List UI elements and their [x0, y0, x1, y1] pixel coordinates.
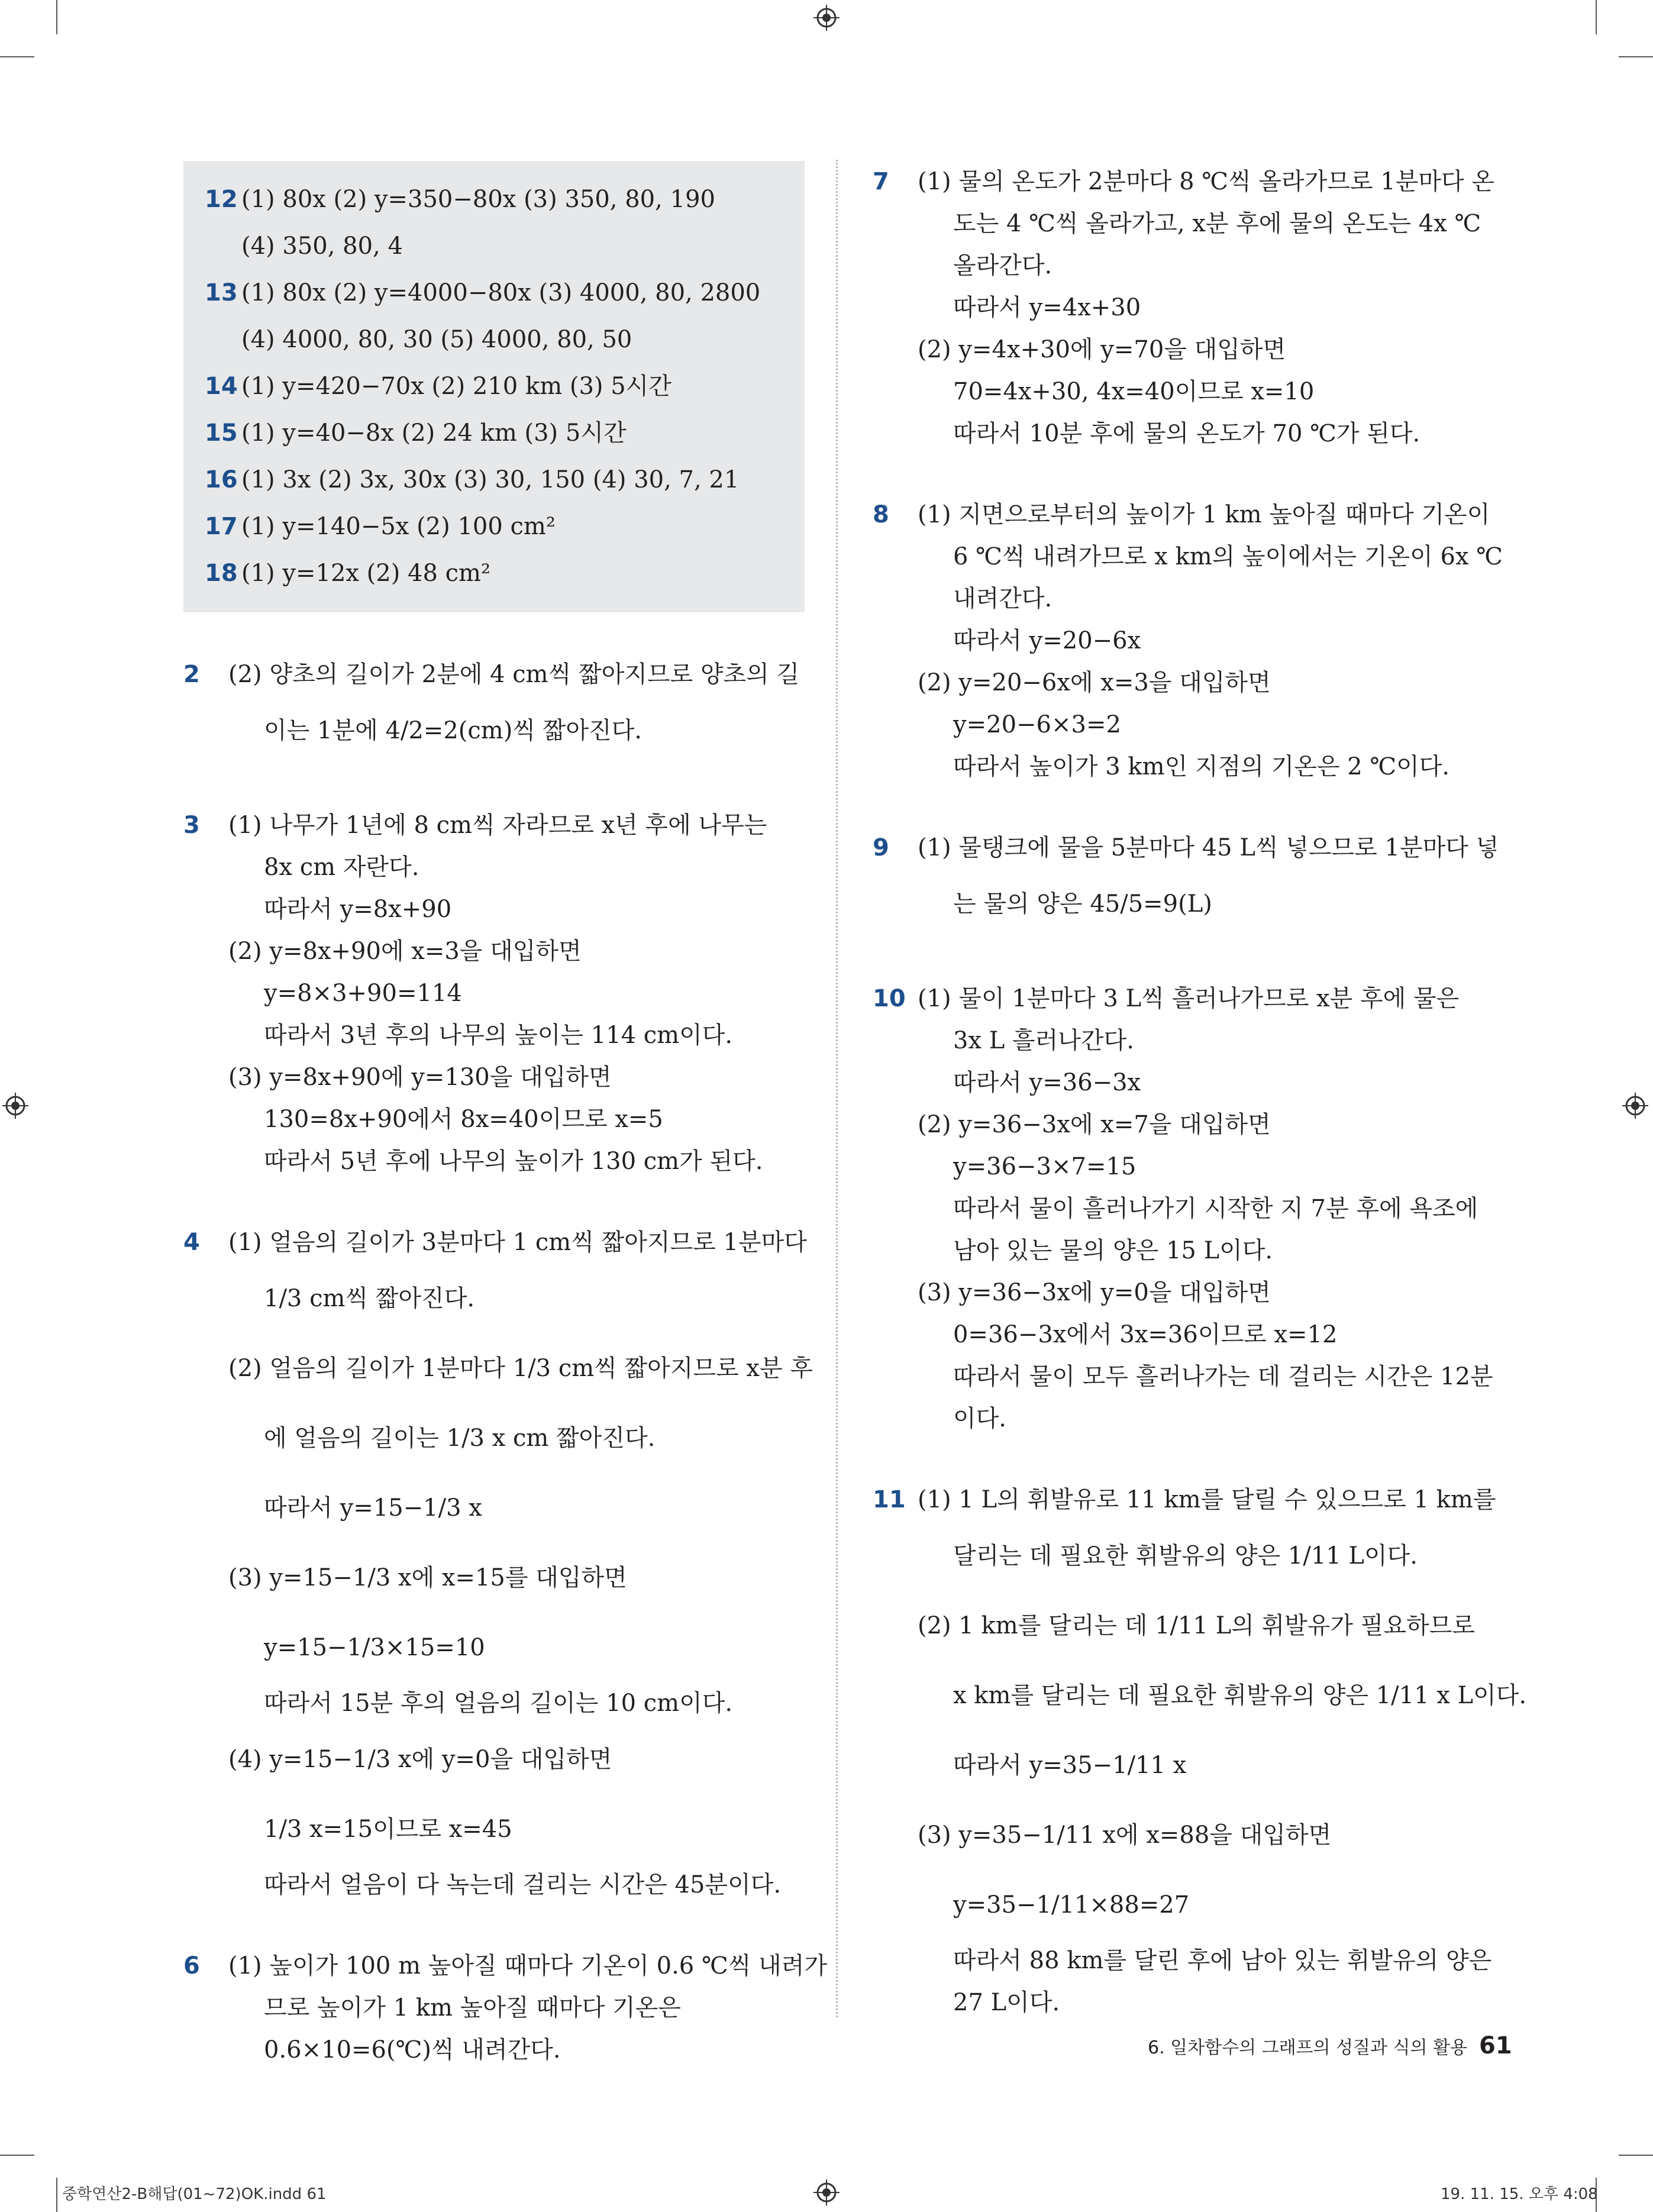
- solution-line: 따라서 y=35−1/11 x: [953, 1752, 1187, 1779]
- solution-line: (1) 물의 온도가 2분마다 8 ℃씩 올라가므로 1분마다 온: [918, 168, 1494, 195]
- answer-text: (4) 350, 80, 4: [241, 232, 403, 260]
- solution-line: 따라서 얼음이 다 녹는데 걸리는 시간은 45분이다.: [264, 1871, 782, 1898]
- column-divider: [836, 160, 838, 2017]
- solution-line: 도는 4 ℃씩 올라가고, x분 후에 물의 온도는 4x ℃: [953, 210, 1481, 237]
- solution-line: 8x cm 자란다.: [264, 854, 419, 881]
- solution-line: (2) 1 km를 달리는 데 1/11 L의 휘발유가 필요하므로: [918, 1612, 1475, 1639]
- answer-text: (1) 3x (2) 3x, 30x (3) 30, 150 (4) 30, 7, 21: [241, 466, 740, 493]
- problem-block: [183, 805, 805, 1183]
- section-title: 6. 일차함수의 그래프의 성질과 식의 활용: [1148, 2037, 1467, 2058]
- problem-number: 7: [873, 168, 889, 195]
- solution-line: x km를 달리는 데 필요한 휘발유의 양은 1/11 x L이다.: [953, 1682, 1527, 1709]
- problem-number: 4: [183, 1229, 200, 1256]
- problem-block: [873, 161, 1494, 455]
- right-problem-list: [873, 161, 1527, 2024]
- slug-file: 중학연산2-B해답(01~72)OK.indd 61: [62, 2185, 327, 2203]
- solution-line: 따라서 88 km를 달린 후에 남아 있는 휘발유의 양은: [953, 1947, 1492, 1974]
- solution-line: (2) y=36−3x에 x=7을 대입하면: [918, 1111, 1271, 1138]
- solution-line: 따라서 y=8x+90: [264, 896, 452, 923]
- answer-line: [205, 410, 805, 457]
- solution-line: (1) 물탱크에 물을 5분마다 45 L씩 넣으므로 1분마다 넣: [918, 834, 1499, 861]
- solution-line: 27 L이다.: [953, 1989, 1060, 2016]
- page-footer: [1148, 2032, 1512, 2059]
- solution-line: 따라서 높이가 3 km인 지점의 기온은 2 ℃이다.: [953, 753, 1450, 780]
- solution-line: 130=8x+90에서 8x=40이므로 x=5: [264, 1106, 663, 1133]
- solution-line: 1/3 cm씩 짧아진다.: [264, 1285, 475, 1312]
- problem-number: 8: [873, 501, 889, 528]
- solution-line: 남아 있는 물의 양은 15 L이다.: [953, 1237, 1273, 1264]
- solution-line: (4) y=15−1/3 x에 y=0을 대입하면: [228, 1746, 612, 1773]
- crop-mark: [1596, 0, 1597, 34]
- solution-line: (2) y=8x+90에 x=3을 대입하면: [228, 938, 582, 965]
- solution-line: 내려간다.: [953, 585, 1053, 612]
- problem-number: 9: [873, 834, 889, 861]
- solution-line: y=20−6×3=2: [953, 711, 1121, 738]
- answer-line: [205, 223, 805, 270]
- problem-block: [873, 827, 1499, 939]
- solution-line: 따라서 10분 후에 물의 온도가 70 ℃가 된다.: [953, 420, 1420, 447]
- problem-block: [183, 654, 805, 766]
- registration-mark-icon: [2, 1093, 28, 1119]
- solution-line: 올라간다.: [953, 252, 1053, 279]
- solution-line: (1) 나무가 1년에 8 cm씩 자라므로 x년 후에 나무는: [228, 812, 767, 839]
- solution-line: 3x L 흘러나간다.: [953, 1027, 1134, 1054]
- answer-text: (1) y=420−70x (2) 210 km (3) 5시간: [241, 373, 671, 400]
- answer-line: [205, 363, 805, 410]
- solution-line: (2) y=4x+30에 y=70을 대입하면: [918, 336, 1286, 363]
- solution-line: y=8×3+90=114: [264, 980, 462, 1007]
- solution-line: y=36−3×7=15: [953, 1153, 1137, 1180]
- answer-text: (1) y=140−5x (2) 100 cm²: [241, 513, 556, 540]
- registration-mark-icon: [813, 5, 840, 31]
- solution-line: (2) 양초의 길이가 2분에 4 cm씩 짧아지므로 양초의 길: [228, 661, 800, 688]
- answer-text: (1) y=40−8x (2) 24 km (3) 5시간: [241, 419, 627, 447]
- answer-number: 15: [205, 419, 238, 447]
- answer-line: [205, 503, 805, 550]
- solution-line: 따라서 5년 후에 나무의 높이가 130 cm가 된다.: [264, 1148, 763, 1175]
- answer-line: [205, 176, 805, 223]
- solution-line: (3) y=15−1/3 x에 x=15를 대입하면: [228, 1564, 627, 1591]
- problem-block: [873, 978, 1494, 1440]
- solution-line: 에 얼음의 길이는 1/3 x cm 짧아진다.: [264, 1425, 656, 1452]
- solution-line: (3) y=35−1/11 x에 x=88을 대입하면: [918, 1822, 1332, 1849]
- answer-line: [205, 270, 805, 317]
- solution-line: 이다.: [953, 1405, 1006, 1432]
- solution-line: 0=36−3x에서 3x=36이므로 x=12: [953, 1321, 1338, 1348]
- answer-number: 14: [205, 373, 238, 400]
- answer-line: [205, 457, 805, 503]
- solution-line: (1) 지면으로부터의 높이가 1 km 높아질 때마다 기온이: [918, 501, 1490, 528]
- answer-number: 13: [205, 279, 238, 306]
- registration-mark-icon: [813, 2179, 840, 2205]
- problem-block: [873, 1479, 1527, 2024]
- answer-line: [205, 550, 805, 597]
- problem-block: [183, 1945, 827, 2071]
- solution-line: 70=4x+30, 4x=40이므로 x=10: [953, 378, 1315, 405]
- answer-number: 12: [205, 186, 238, 213]
- solution-line: 달리는 데 필요한 휘발유의 양은 1/11 L이다.: [953, 1542, 1418, 1570]
- problem-number: 10: [873, 985, 906, 1012]
- solution-line: 따라서 3년 후의 나무의 높이는 114 cm이다.: [264, 1022, 733, 1049]
- problem-number: 3: [183, 812, 200, 839]
- crop-mark: [1619, 56, 1653, 57]
- solution-line: 0.6×10=6(℃)씩 내려간다.: [264, 2036, 561, 2064]
- solution-line: 6 ℃씩 내려가므로 x km의 높이에서는 기온이 6x ℃: [953, 543, 1503, 570]
- solution-line: y=35−1/11×88=27: [953, 1891, 1190, 1919]
- solution-line: (3) y=36−3x에 y=0을 대입하면: [918, 1279, 1271, 1306]
- answer-summary-box: [183, 161, 805, 612]
- solution-line: 따라서 물이 흘러나가기 시작한 지 7분 후에 욕조에: [953, 1195, 1478, 1222]
- crop-mark: [56, 2178, 57, 2212]
- answer-text: (1) 80x (2) y=4000−80x (3) 4000, 80, 2800: [241, 279, 761, 306]
- slug-date: 19. 11. 15. 오후 4:08: [1441, 2185, 1598, 2203]
- problem-block: [873, 494, 1503, 788]
- problem-number: 2: [183, 661, 200, 688]
- solution-line: 이는 1분에 4/2=2(cm)씩 짧아진다.: [264, 717, 642, 744]
- problem-block: [183, 1222, 813, 1906]
- solution-line: 므로 높이가 1 km 높아질 때마다 기온은: [264, 1994, 681, 2022]
- answer-number: 16: [205, 466, 238, 493]
- solution-line: (3) y=8x+90에 y=130을 대입하면: [228, 1064, 612, 1091]
- answer-text: (1) 80x (2) y=350−80x (3) 350, 80, 190: [241, 186, 715, 213]
- left-problem-list: [183, 654, 827, 2071]
- solution-line: (1) 높이가 100 m 높아질 때마다 기온이 0.6 ℃씩 내려가: [228, 1952, 827, 1980]
- solution-line: 따라서 y=4x+30: [953, 294, 1141, 321]
- solution-line: 따라서 y=15−1/3 x: [264, 1494, 482, 1522]
- left-column: [183, 161, 827, 2110]
- solution-line: (1) 물이 1분마다 3 L씩 흘러나가므로 x분 후에 물은: [918, 985, 1460, 1012]
- crop-mark: [1619, 2155, 1653, 2156]
- crop-mark: [56, 0, 57, 34]
- answer-text: (1) y=12x (2) 48 cm²: [241, 560, 491, 587]
- crop-mark: [0, 56, 34, 57]
- solution-line: y=15−1/3×15=10: [264, 1634, 485, 1661]
- answer-text: (4) 4000, 80, 30 (5) 4000, 80, 50: [241, 326, 632, 353]
- answer-number: 18: [205, 560, 238, 587]
- solution-line: (2) y=20−6x에 x=3을 대입하면: [918, 669, 1271, 696]
- crop-mark: [0, 2155, 34, 2156]
- solution-line: 1/3 x=15이므로 x=45: [264, 1816, 512, 1843]
- solution-line: 따라서 y=20−6x: [953, 627, 1141, 654]
- solution-line: 따라서 15분 후의 얼음의 길이는 10 cm이다.: [264, 1690, 733, 1717]
- solution-line: (1) 1 L의 휘발유로 11 km를 달릴 수 있으므로 1 km를: [918, 1486, 1496, 1513]
- registration-mark-icon: [1622, 1093, 1648, 1119]
- problem-number: 6: [183, 1952, 200, 1980]
- solution-line: (1) 얼음의 길이가 3분마다 1 cm씩 짧아지므로 1분마다: [228, 1229, 807, 1256]
- solution-line: (2) 얼음의 길이가 1분마다 1/3 cm씩 짧아지므로 x분 후: [228, 1355, 813, 1382]
- solution-line: 따라서 물이 모두 흘러나가는 데 걸리는 시간은 12분: [953, 1363, 1493, 1390]
- answer-number: 17: [205, 513, 238, 540]
- page-number: 61: [1478, 2032, 1512, 2059]
- answer-line: [205, 317, 805, 363]
- solution-line: 따라서 y=36−3x: [953, 1069, 1141, 1096]
- problem-number: 11: [873, 1486, 906, 1513]
- solution-line: 는 물의 양은 45/5=9(L): [953, 890, 1212, 918]
